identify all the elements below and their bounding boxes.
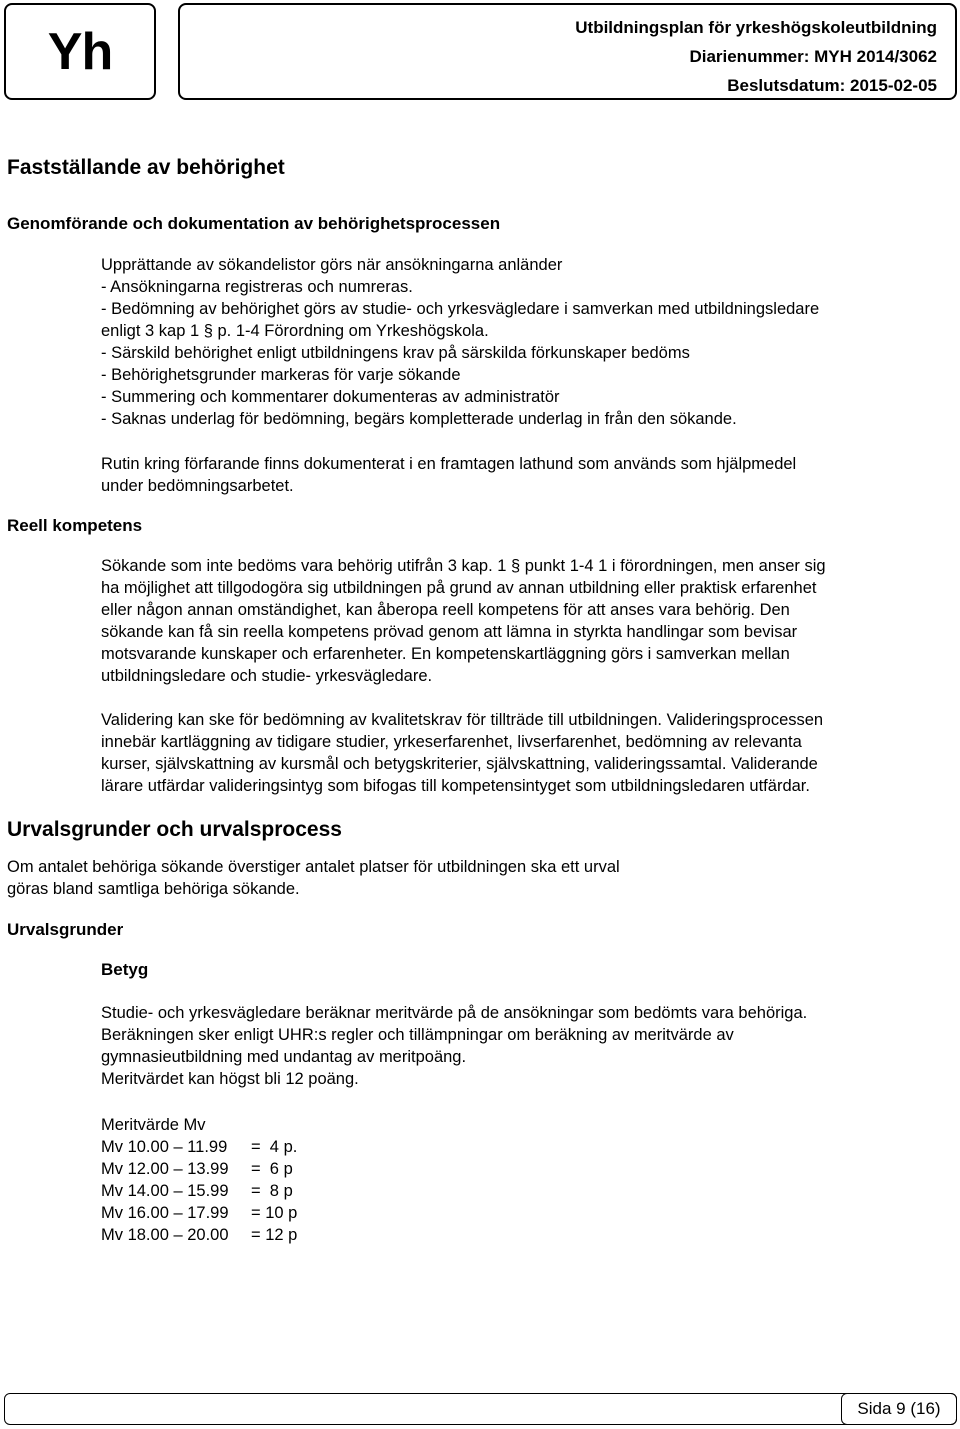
reell-line: motsvarande kunskaper och erfarenheter. En kompetenskartläggning görs i samverkan mellan bbox=[101, 645, 790, 663]
reell-line: Sökande som inte bedöms vara behörig utifrån 3 kap. 1 § punkt 1-4 1 i förordningen, men anser sig bbox=[101, 557, 826, 575]
urvalsgrunder-label: Urvalsgrunder bbox=[7, 920, 124, 939]
merit-row bbox=[101, 1224, 297, 1246]
page-number: Sida 9 (16) bbox=[841, 1393, 957, 1425]
merit-range: Mv 10.00 – 11.99 bbox=[101, 1138, 228, 1156]
reell-line: utbildningsledare och studie- yrkesvägledare. bbox=[101, 667, 433, 685]
betyg-line: Meritvärdet kan högst bli 12 poäng. bbox=[101, 1070, 359, 1088]
diarienummer: Diarienummer: MYH 2014/3062 bbox=[689, 47, 937, 66]
merit-row bbox=[101, 1202, 297, 1224]
reell-paragraph-1 bbox=[101, 555, 826, 687]
logo bbox=[4, 3, 156, 100]
betyg-line: Studie- och yrkesvägledare beräknar meritvärde på de ansökningar som bedömts vara behöriga. bbox=[101, 1004, 808, 1022]
merit-range: Mv 16.00 – 17.99 bbox=[101, 1204, 229, 1222]
merit-points: = 6 p bbox=[251, 1160, 293, 1178]
section-subtitle-process: Genomförande och dokumentation av behörighetsprocessen bbox=[7, 214, 501, 233]
beslutsdatum: Beslutsdatum: 2015-02-05 bbox=[727, 76, 937, 95]
reell-line: ha möjlighet att tillgodogöra sig utbildningen på grund av annan utbildning eller praktisk erfarenhet bbox=[101, 579, 817, 597]
meritvarde-title: Meritvärde Mv bbox=[101, 1116, 206, 1134]
document-header bbox=[178, 3, 957, 100]
reell-line: sökande kan få sin reella kompetens prövad genom att lämna in styrkta handlingar som bevisar bbox=[101, 623, 798, 641]
process-line: - Särskild behörighet enligt utbildningens krav på särskilda förkunskaper bedöms bbox=[101, 344, 690, 362]
betyg-heading: Betyg bbox=[101, 960, 149, 979]
betyg-line: Beräkningen sker enligt UHR:s regler och tillämpningar om beräkning av meritvärde av bbox=[101, 1026, 734, 1044]
process-line: - Ansökningarna registreras och numreras. bbox=[101, 278, 413, 296]
section-title-urval: Urvalsgrunder och urvalsprocess bbox=[7, 818, 342, 841]
process-steps bbox=[101, 254, 819, 430]
routine-paragraph bbox=[101, 453, 796, 497]
validering-line: innebär kartläggning av tidigare studier, yrkeserfarenhet, livserfarenhet, bedömning av relevanta bbox=[101, 733, 802, 751]
routine-line: under bedömningsarbetet. bbox=[101, 477, 294, 495]
reell-paragraph-2 bbox=[101, 709, 823, 797]
merit-points: = 8 p bbox=[251, 1182, 293, 1200]
process-line: - Summering och kommentarer dokumenteras av administratör bbox=[101, 388, 560, 406]
reell-line: eller någon annan omständighet, kan åberopa reell kompetens för att anses vara behörig. Den bbox=[101, 601, 790, 619]
betyg-paragraph bbox=[101, 1002, 807, 1090]
merit-points: = 12 p bbox=[251, 1226, 298, 1244]
validering-line: lärare utfärdar valideringsintyg som bifogas till kompetensintyget som utbildningsledaren utfärdar. bbox=[101, 777, 810, 795]
validering-line: kurser, självskattning av kursmål och betygskriterier, självskattning, valideringssamtal. Validerande bbox=[101, 755, 818, 773]
footer-bar bbox=[4, 1393, 957, 1425]
process-line: - Behörighetsgrunder markeras för varje sökande bbox=[101, 366, 461, 384]
merit-points: = 4 p. bbox=[251, 1138, 298, 1156]
section-title-behorighet: Fastställande av behörighet bbox=[7, 156, 285, 179]
reell-kompetens-label: Reell kompetens bbox=[7, 516, 143, 535]
process-line: - Bedömning av behörighet görs av studie- och yrkesvägledare i samverkan med utbildningsledare bbox=[101, 300, 820, 318]
merit-points: = 10 p bbox=[251, 1204, 298, 1222]
merit-row bbox=[101, 1158, 297, 1180]
logo-text: Yh bbox=[47, 22, 113, 81]
validering-line: Validering kan ske för bedömning av kvalitetskrav för tillträde till utbildningen. Valideringsprocessen bbox=[101, 711, 824, 729]
process-line: Upprättande av sökandelistor görs när ansökningarna anländer bbox=[101, 256, 563, 274]
merit-row bbox=[101, 1136, 297, 1158]
urval-intro-line: göras bland samtliga behöriga sökande. bbox=[7, 880, 300, 898]
document-title: Utbildningsplan för yrkeshögskoleutbildning bbox=[575, 18, 937, 37]
process-line: enligt 3 kap 1 § p. 1-4 Förordning om Yrkeshögskola. bbox=[101, 322, 489, 340]
meritvarde-table bbox=[101, 1114, 297, 1246]
routine-line: Rutin kring förfarande finns dokumenterat i en framtagen lathund som används som hjälpmedel bbox=[101, 455, 797, 473]
urval-intro bbox=[7, 856, 620, 900]
merit-range: Mv 18.00 – 20.00 bbox=[101, 1226, 229, 1244]
betyg-line: gymnasieutbildning med undantag av meritpoäng. bbox=[101, 1048, 467, 1066]
merit-row bbox=[101, 1180, 297, 1202]
urval-intro-line: Om antalet behöriga sökande överstiger antalet platser för utbildningen ska ett urval bbox=[7, 858, 620, 876]
merit-range: Mv 12.00 – 13.99 bbox=[101, 1160, 229, 1178]
merit-range: Mv 14.00 – 15.99 bbox=[101, 1182, 229, 1200]
process-line: - Saknas underlag för bedömning, begärs kompletterade underlag in från den sökande. bbox=[101, 410, 737, 428]
